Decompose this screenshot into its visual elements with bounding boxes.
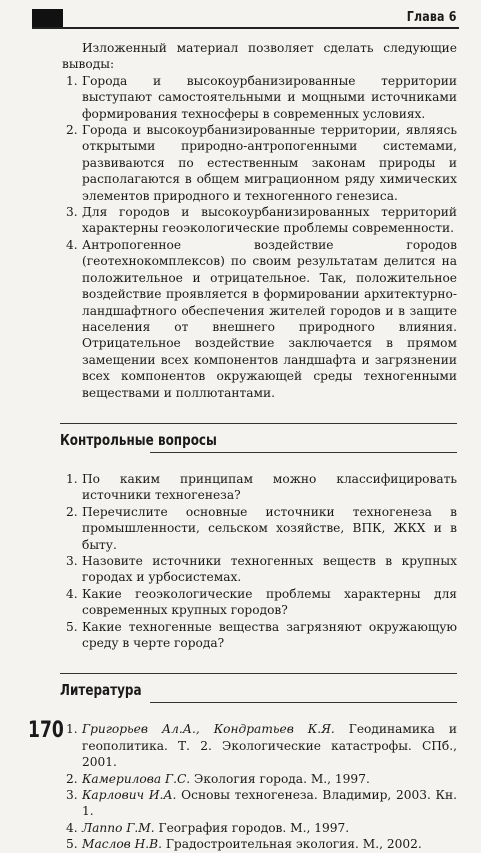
reference-text: Геодинамика и геополитика. Т. 2. Экологические катастрофы. СПб., 2001. <box>82 722 457 770</box>
item-number: 3. <box>66 205 78 220</box>
item-number: 1. <box>66 722 78 737</box>
list-item <box>62 504 457 553</box>
page-content <box>62 40 457 853</box>
list-item <box>62 836 457 852</box>
reference-text: Экология города. М., 1997. <box>190 771 370 786</box>
reference-text: География городов. М., 1997. <box>154 820 350 835</box>
literature-list <box>62 721 457 852</box>
item-number: 3. <box>66 553 78 568</box>
list-item <box>62 553 457 586</box>
literature-heading: Литература <box>60 681 142 700</box>
list-item <box>62 471 457 504</box>
list-item <box>62 787 457 820</box>
item-number: 2. <box>66 504 78 519</box>
list-item <box>62 619 457 652</box>
reference-author: Камерилова Г.С. <box>82 771 191 786</box>
header-black-bar <box>32 9 63 27</box>
item-number: 4. <box>66 237 78 252</box>
page-number: 170 <box>28 718 64 743</box>
reference-author: Маслов Н.В. <box>82 837 162 852</box>
item-number: 2. <box>66 123 78 138</box>
item-number: 4. <box>66 820 78 835</box>
item-text: Для городов и высокоурбанизированных территорий характерны геоэкологические проблемы современности. <box>82 205 457 236</box>
item-number: 4. <box>66 586 78 601</box>
questions-list <box>62 471 457 651</box>
list-item <box>62 73 457 122</box>
item-text: Города и высокоурбанизированные территории выступают самостоятельными и мощными источниками формирования техносферы в современных условиях. <box>82 73 457 121</box>
item-number: 1. <box>66 471 78 486</box>
reference-author: Лаппо Г.М. <box>82 820 155 835</box>
list-item <box>62 204 457 237</box>
section-rule <box>60 423 457 424</box>
item-number: 5. <box>66 619 78 634</box>
item-text: Города и высокоурбанизированные территории, являясь открытыми природно-антропогенными системами, развиваются по естественным законам природы и располагаются в общем миграционном ряду химических элементов природного и техногенного генезиса. <box>82 123 457 203</box>
item-text: Перечислите основные источники техногенеза в промышленности, сельском хозяйстве, ВПК, ЖКХ и в быту. <box>82 504 457 552</box>
list-item <box>62 586 457 619</box>
list-item <box>62 721 457 770</box>
reference-author: Карлович И.А. <box>82 788 177 803</box>
questions-heading: Контрольные вопросы <box>60 430 217 449</box>
intro-paragraph: Изложенный материал позволяет сделать следующие выводы: <box>62 41 457 72</box>
reference-author: Григорьев Ал.А., Кондратьев К.Я. <box>82 722 335 737</box>
chapter-title: Глава 6 <box>407 10 457 25</box>
item-number: 3. <box>66 788 78 803</box>
item-number: 2. <box>66 771 78 786</box>
item-text: По каким принципам можно классифицировать источники техногенеза? <box>82 471 457 503</box>
header-rule <box>32 27 459 29</box>
item-text: Какие геоэкологические проблемы характерны для современных крупных городов? <box>82 586 457 618</box>
item-number: 5. <box>66 837 78 852</box>
list-item <box>62 771 457 787</box>
item-text: Какие техногенные вещества загрязняют окружающую среду в черте города? <box>82 619 457 650</box>
list-item <box>62 237 457 401</box>
section-rule <box>60 673 457 674</box>
list-item <box>62 122 457 204</box>
item-text: Антропогенное воздействие городов (геотехнокомплексов) по своим результатам делится на положительное и отрицательное. Так, положительное воздействие проявляется в формировании архитектурно-ландшафтного обеспечения жителей городов и в защите населения от внешнего природного влияния. Отрицательное воздействие заключается в прямом замещении всех компонентов ландшафта и загрязнении всех компонентов окружающей среды техногенными веществами и поллютантами. <box>82 237 457 400</box>
reference-text: Градостроительная экология. М., 2002. <box>161 837 422 852</box>
list-item <box>62 820 457 836</box>
item-text: Назовите источники техногенных веществ в крупных городах и урбосистемах. <box>82 553 457 585</box>
conclusions-list <box>62 73 457 401</box>
item-number: 1. <box>66 73 78 88</box>
reference-text: Основы техногенеза. Владимир, 2003. Кн. 1. <box>82 788 457 819</box>
